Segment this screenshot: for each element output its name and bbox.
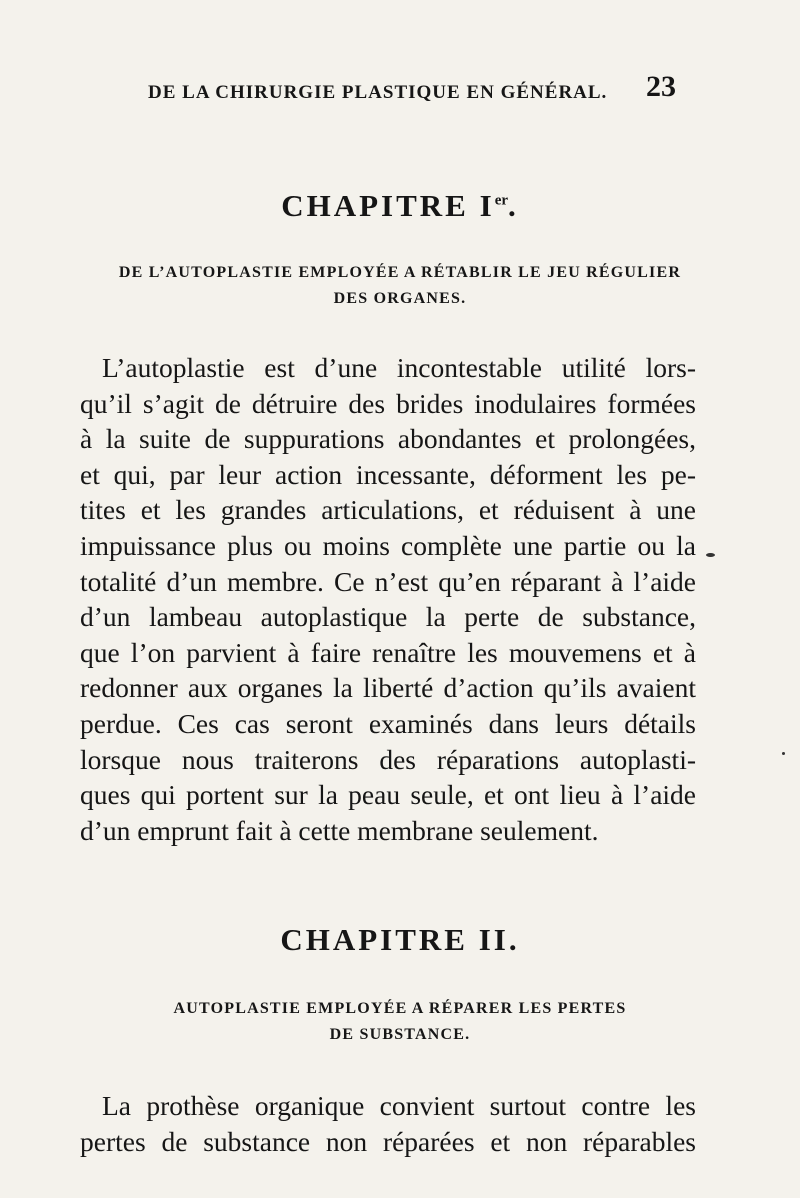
chapter-1-title: [0, 188, 800, 224]
ink-speck: [782, 752, 785, 755]
chapter-1-title-sup: er: [494, 192, 509, 209]
chapter-1-paragraph: [80, 350, 696, 848]
text-line: ques qui portent sur la peau seule, et ont lieu à l’aide: [80, 779, 696, 811]
chapter-2-subtitle: [70, 996, 730, 1048]
page-number: 23: [646, 70, 676, 103]
text-line: redonner aux organes la liberté d’action qu’ils avaient: [80, 672, 696, 704]
text-line: à la suite de suppurations abondantes et prolongées,: [80, 423, 696, 455]
ink-speck: [706, 553, 715, 557]
chapter-2-title: CHAPITRE II.: [280, 922, 520, 957]
chapter-2-subtitle-line-1: AUTOPLASTIE EMPLOYÉE A RÉPARER LES PERTES: [173, 1000, 627, 1017]
text-line: L’autoplastie est d’une incontestable utilité lors-: [102, 352, 696, 383]
text-line: d’un lambeau autoplastique la perte de substance,: [80, 601, 696, 633]
chapter-1-subtitle-line-2: DES ORGANES.: [333, 290, 467, 307]
text-line: et qui, par leur action incessante, déforment les pe-: [80, 458, 696, 490]
chapter-2-paragraph: [80, 1088, 696, 1159]
running-head: DE LA CHIRURGIE PLASTIQUE EN GÉNÉRAL.: [148, 82, 608, 103]
text-line: La prothèse organique convient surtout contre les: [102, 1090, 696, 1121]
text-line: impuissance plus ou moins complète une partie ou la: [80, 529, 696, 561]
text-line: totalité d’un membre. Ce n’est qu’en réparant à l’aide: [80, 565, 696, 597]
text-line: pertes de substance non réparées et non réparables: [80, 1125, 696, 1157]
chapter-1-title-end: .: [508, 188, 519, 223]
text-line: qu’il s’agit de détruire des brides inodulaires formées: [80, 387, 696, 419]
text-line: perdue. Ces cas seront examinés dans leurs détails: [80, 707, 696, 739]
chapter-2-subtitle-line-2: DE SUBSTANCE.: [329, 1026, 471, 1043]
chapter-1-title-text: CHAPITRE I: [281, 188, 495, 223]
chapter-1-subtitle: [70, 260, 730, 312]
text-line: lorsque nous traiterons des réparations autoplasti-: [80, 743, 696, 775]
text-line: d’un emprunt fait à cette membrane seulement.: [80, 814, 599, 846]
text-line: tites et les grandes articulations, et réduisent à une: [80, 494, 696, 526]
chapter-1-subtitle-line-1: DE L’AUTOPLASTIE EMPLOYÉE A RÉTABLIR LE JEU RÉGULIER: [118, 264, 682, 281]
text-line: que l’on parvient à faire renaître les mouvemens et à: [80, 636, 696, 668]
